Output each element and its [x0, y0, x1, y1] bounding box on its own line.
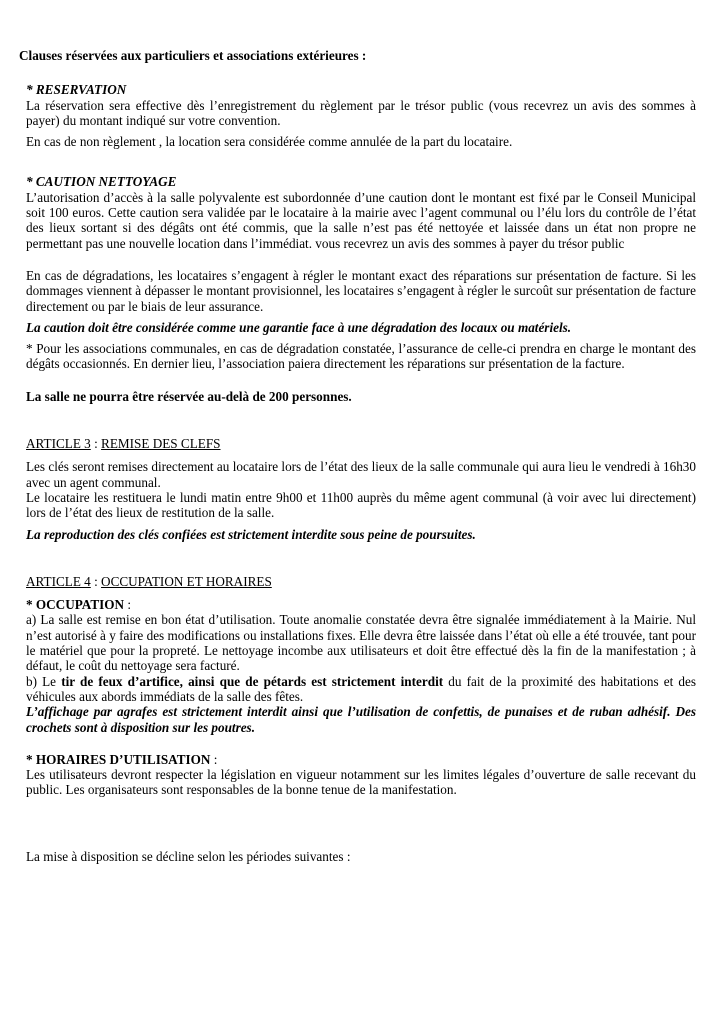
- occupation-paragraph-b: [26, 674, 696, 705]
- article-4-heading: [26, 574, 696, 589]
- occupation-b-start: b) Le: [26, 673, 62, 689]
- caution-guarantee-note: La caution doit être considérée comme une garantie face à une dégradation des locaux ou matériels.: [26, 319, 572, 335]
- occupation-colon: :: [124, 597, 132, 613]
- horaires-heading: [26, 752, 696, 767]
- horaires-title: * HORAIRES D’UTILISATION: [26, 751, 211, 767]
- article-3-separator: :: [90, 436, 102, 452]
- horaires-colon: :: [210, 751, 218, 767]
- caution-associations-paragraph: * Pour les associations communales, en cas de dégradation constatée, l’assurance de celle-ci prendra en charge le montant des dégâts occasionnés. En dernier lieu, l’association paiera directement les réparations sur présentation de la facture.: [26, 341, 696, 372]
- article-4-number: ARTICLE 4: [26, 573, 91, 589]
- occupation-title: * OCCUPATION: [26, 597, 125, 613]
- occupation-heading: [26, 597, 696, 612]
- article-3-paragraph-1: Les clés seront remises directement au locataire lors de l’état des lieux de la salle communale qui aura lieu le vendredi à 16h30 avec un agent communal.: [26, 459, 696, 490]
- reservation-paragraph-1: La réservation sera effective dès l’enregistrement du règlement par le trésor public (vous recevrez un avis des sommes à payer) du montant indiqué sur votre convention.: [26, 97, 696, 128]
- horaires-paragraph: Les utilisateurs devront respecter la législation en vigueur notamment sur les limites légales d’ouverture de salle recevant du public. Les organisateurs sont responsables de la bonne tenue de la manifestation.: [26, 767, 696, 798]
- fireworks-ban: tir de feux d’artifice, ainsi que de pétards est strictement interdit: [61, 673, 444, 689]
- reservation-paragraph-2: En cas de non règlement , la location sera considérée comme annulée de la part du locataire.: [26, 134, 513, 150]
- caution-paragraph-2: En cas de dégradations, les locataires s’engagent à régler le montant exact des réparations sur présentation de facture. Si les dommages viennent à dépasser le montant provisionnel, les locataires s’engagent à régler le surcoût sur présentation de facture directement ou par le biais de leur assurance.: [26, 267, 696, 314]
- posting-ban: L’affichage par agrafes est strictement interdit ainsi que l’utilisation de confettis, de punaises et de ruban adhésif. Des crochets sont à disposition sur les poutres.: [26, 704, 696, 735]
- article-4-title: OCCUPATION ET HORAIRES: [101, 573, 272, 589]
- caution-paragraph-1: L’autorisation d’accès à la salle polyvalente est subordonnée d’une caution dont le montant est fixé par le Conseil Municipal soit 100 euros. Cette caution sera validée par le locataire à la mairie avec l’agent communal ou l’élu lors du contrôle de l’état des lieux sortant si des dégâts ont été commis, que la salle n’est pas été nettoyée et laissée dans un état non propre ne permettant pas une nouvelle location dans l’immédiat. vous recevrez un avis des sommes à payer du trésor public: [26, 189, 696, 251]
- article-3-warning: La reproduction des clés confiées est strictement interdite sous peine de poursuites.: [26, 526, 476, 542]
- article-3-heading: [26, 436, 696, 451]
- occupation-paragraph-a: a) La salle est remise en bon état d’utilisation. Toute anomalie constatée devra être signalée immédiatement à la Mairie. Nul n’est autorisé à y faire des modifications ou installations fixes. Elle devra être laissée dans l’état où elle a été trouvée, tant pour le matériel que pour la propreté. Le nettoyage incombe aux utilisateurs et doit être effectué dès la fin de la manifestation ; à défaut, le coût du nettoyage sera facturé.: [26, 612, 696, 674]
- occupation-b-end: du fait de la proximité des habitations et des véhicules aux abords immédiats de la salle des fêtes.: [26, 673, 696, 704]
- clauses-heading: Clauses réservées aux particuliers et associations extérieures :: [19, 48, 367, 63]
- article-4-separator: :: [90, 573, 102, 589]
- article-3-title: REMISE DES CLEFS: [101, 436, 221, 452]
- reservation-title: * RESERVATION: [26, 82, 127, 98]
- capacity-limit: La salle ne pourra être réservée au-delà de 200 personnes.: [26, 388, 352, 404]
- article-3-number: ARTICLE 3: [26, 436, 91, 452]
- article-3-paragraph-2: Le locataire les restituera le lundi matin entre 9h00 et 11h00 auprès du même agent communal (à voir avec lui directement) lors de l’état des lieux de restitution de la salle.: [26, 489, 696, 521]
- caution-title: * CAUTION NETTOYAGE: [26, 174, 177, 190]
- periods-intro: La mise à disposition se décline selon les périodes suivantes :: [26, 848, 351, 864]
